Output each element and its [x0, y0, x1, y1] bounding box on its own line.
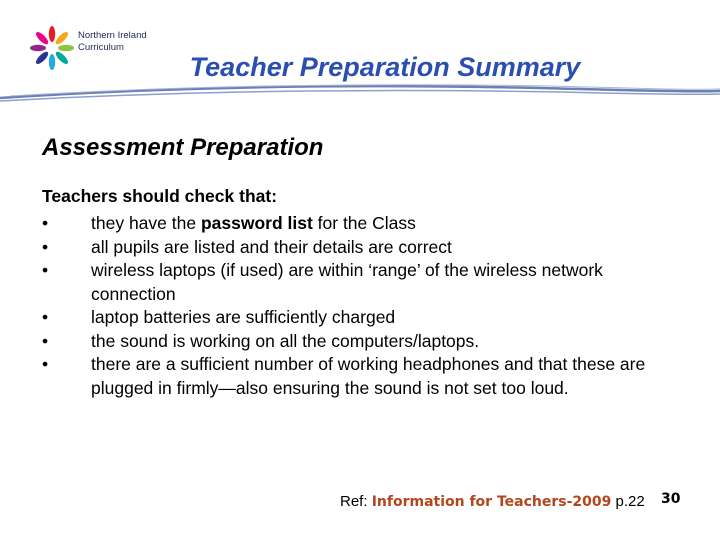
section-heading: Assessment Preparation [42, 134, 324, 161]
ni-curriculum-logo [30, 18, 155, 78]
ref-suffix: p.22 [611, 493, 645, 510]
lead-text: Teachers should check that: [42, 186, 278, 206]
page-number: 30 [661, 491, 681, 507]
bullet-marker: • [42, 236, 49, 257]
list-item [42, 236, 692, 260]
list-item-text: the sound is working on all the computers/laptops. [91, 330, 480, 351]
ref-title: Information for Teachers-2009 [371, 494, 612, 510]
bullet-marker: • [42, 330, 49, 351]
ni-curriculum-pinwheel-icon [30, 18, 80, 78]
list-item-text: they have the [91, 213, 201, 233]
list-item-text-end: for the Class [312, 213, 416, 233]
list-item [42, 330, 692, 354]
list-item-text: laptop batteries are sufficiently charged [91, 307, 396, 327]
bullet-marker: • [42, 307, 49, 327]
list-item [42, 353, 692, 400]
ref-prefix: Ref: [340, 493, 372, 510]
logo-text [78, 30, 147, 54]
page-title: Teacher Preparation Summary [189, 52, 581, 82]
checklist [42, 212, 692, 400]
logo-line-1: Northern Ireland [78, 30, 147, 41]
header-swoosh [0, 70, 720, 110]
bullet-marker: • [42, 260, 49, 280]
list-item-text: wireless laptops (if used) are within ‘range’ of the wireless network connection [91, 260, 603, 304]
list-item-text: all pupils are listed and their details are correct [91, 236, 452, 257]
reference [340, 493, 645, 510]
list-item-text: there are a sufficient number of working headphones and that these are plugged in firmly—also ensuring the sound is not set too loud. [91, 354, 646, 398]
list-item [42, 306, 692, 330]
bullet-marker: • [42, 354, 49, 374]
bullet-marker: • [42, 213, 49, 233]
list-item [42, 259, 692, 306]
list-item [42, 212, 692, 236]
logo-line-2: Curriculum [78, 42, 124, 53]
list-item-emphasis: password list [200, 213, 313, 233]
